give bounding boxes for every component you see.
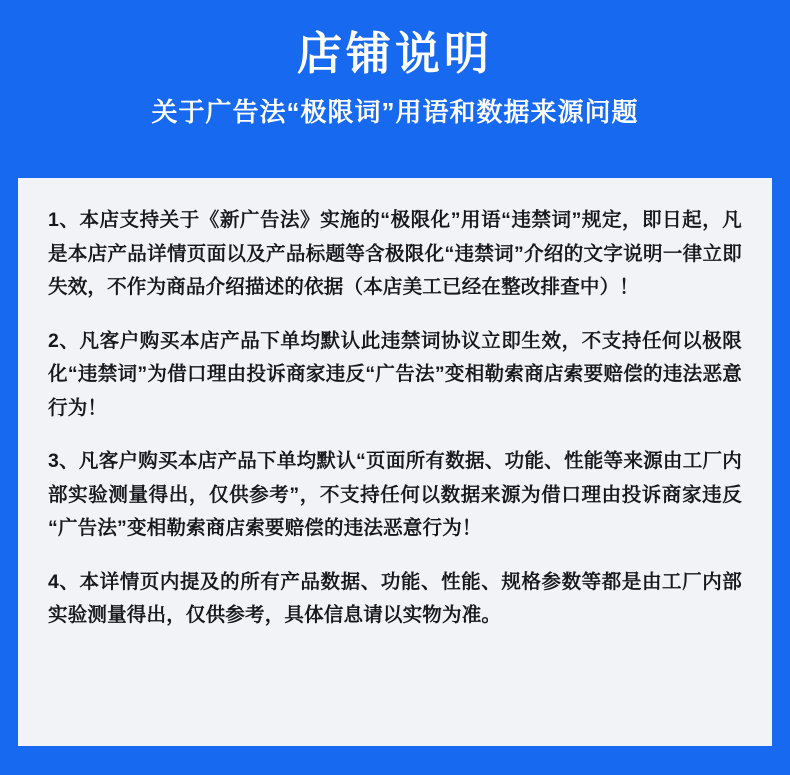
page-subtitle: 关于广告法“极限词”用语和数据来源问题 xyxy=(151,97,639,128)
notice-paragraph-3: 3、凡客户购买本店产品下单均默认“页面所有数据、功能、性能等来源由工厂内部实验测量得出，仅供参考”，不支持任何以数据来源为借口理由投诉商家违反“广告法”变相勒索商店索要赔偿的违法恶意行为！ xyxy=(48,450,742,540)
notice-paragraph-1: 1、本店支持关于《新广告法》实施的“极限化”用语“违禁词”规定，即日起，凡是本店产品详情页面以及产品标题等含极限化“违禁词”介绍的文字说明一律立即失效，不作为商品介绍描述的依据（本店美工已经在整改排查中）！ xyxy=(48,209,742,299)
notice-paragraph-2: 2、凡客户购买本店产品下单均默认此违禁词协议立即生效，不支持任何以极限化“违禁词”为借口理由投诉商家违反“广告法”变相勒索商店索要赔偿的违法恶意行为！ xyxy=(48,329,742,419)
notice-paragraph-4: 4、本详情页内提及的所有产品数据、功能、性能、规格参数等都是由工厂内部实验测量得出，仅供参考，具体信息请以实物为准。 xyxy=(48,570,742,627)
notice-card xyxy=(18,178,772,746)
page-title: 店铺说明 xyxy=(296,28,493,79)
page-header xyxy=(0,0,790,130)
